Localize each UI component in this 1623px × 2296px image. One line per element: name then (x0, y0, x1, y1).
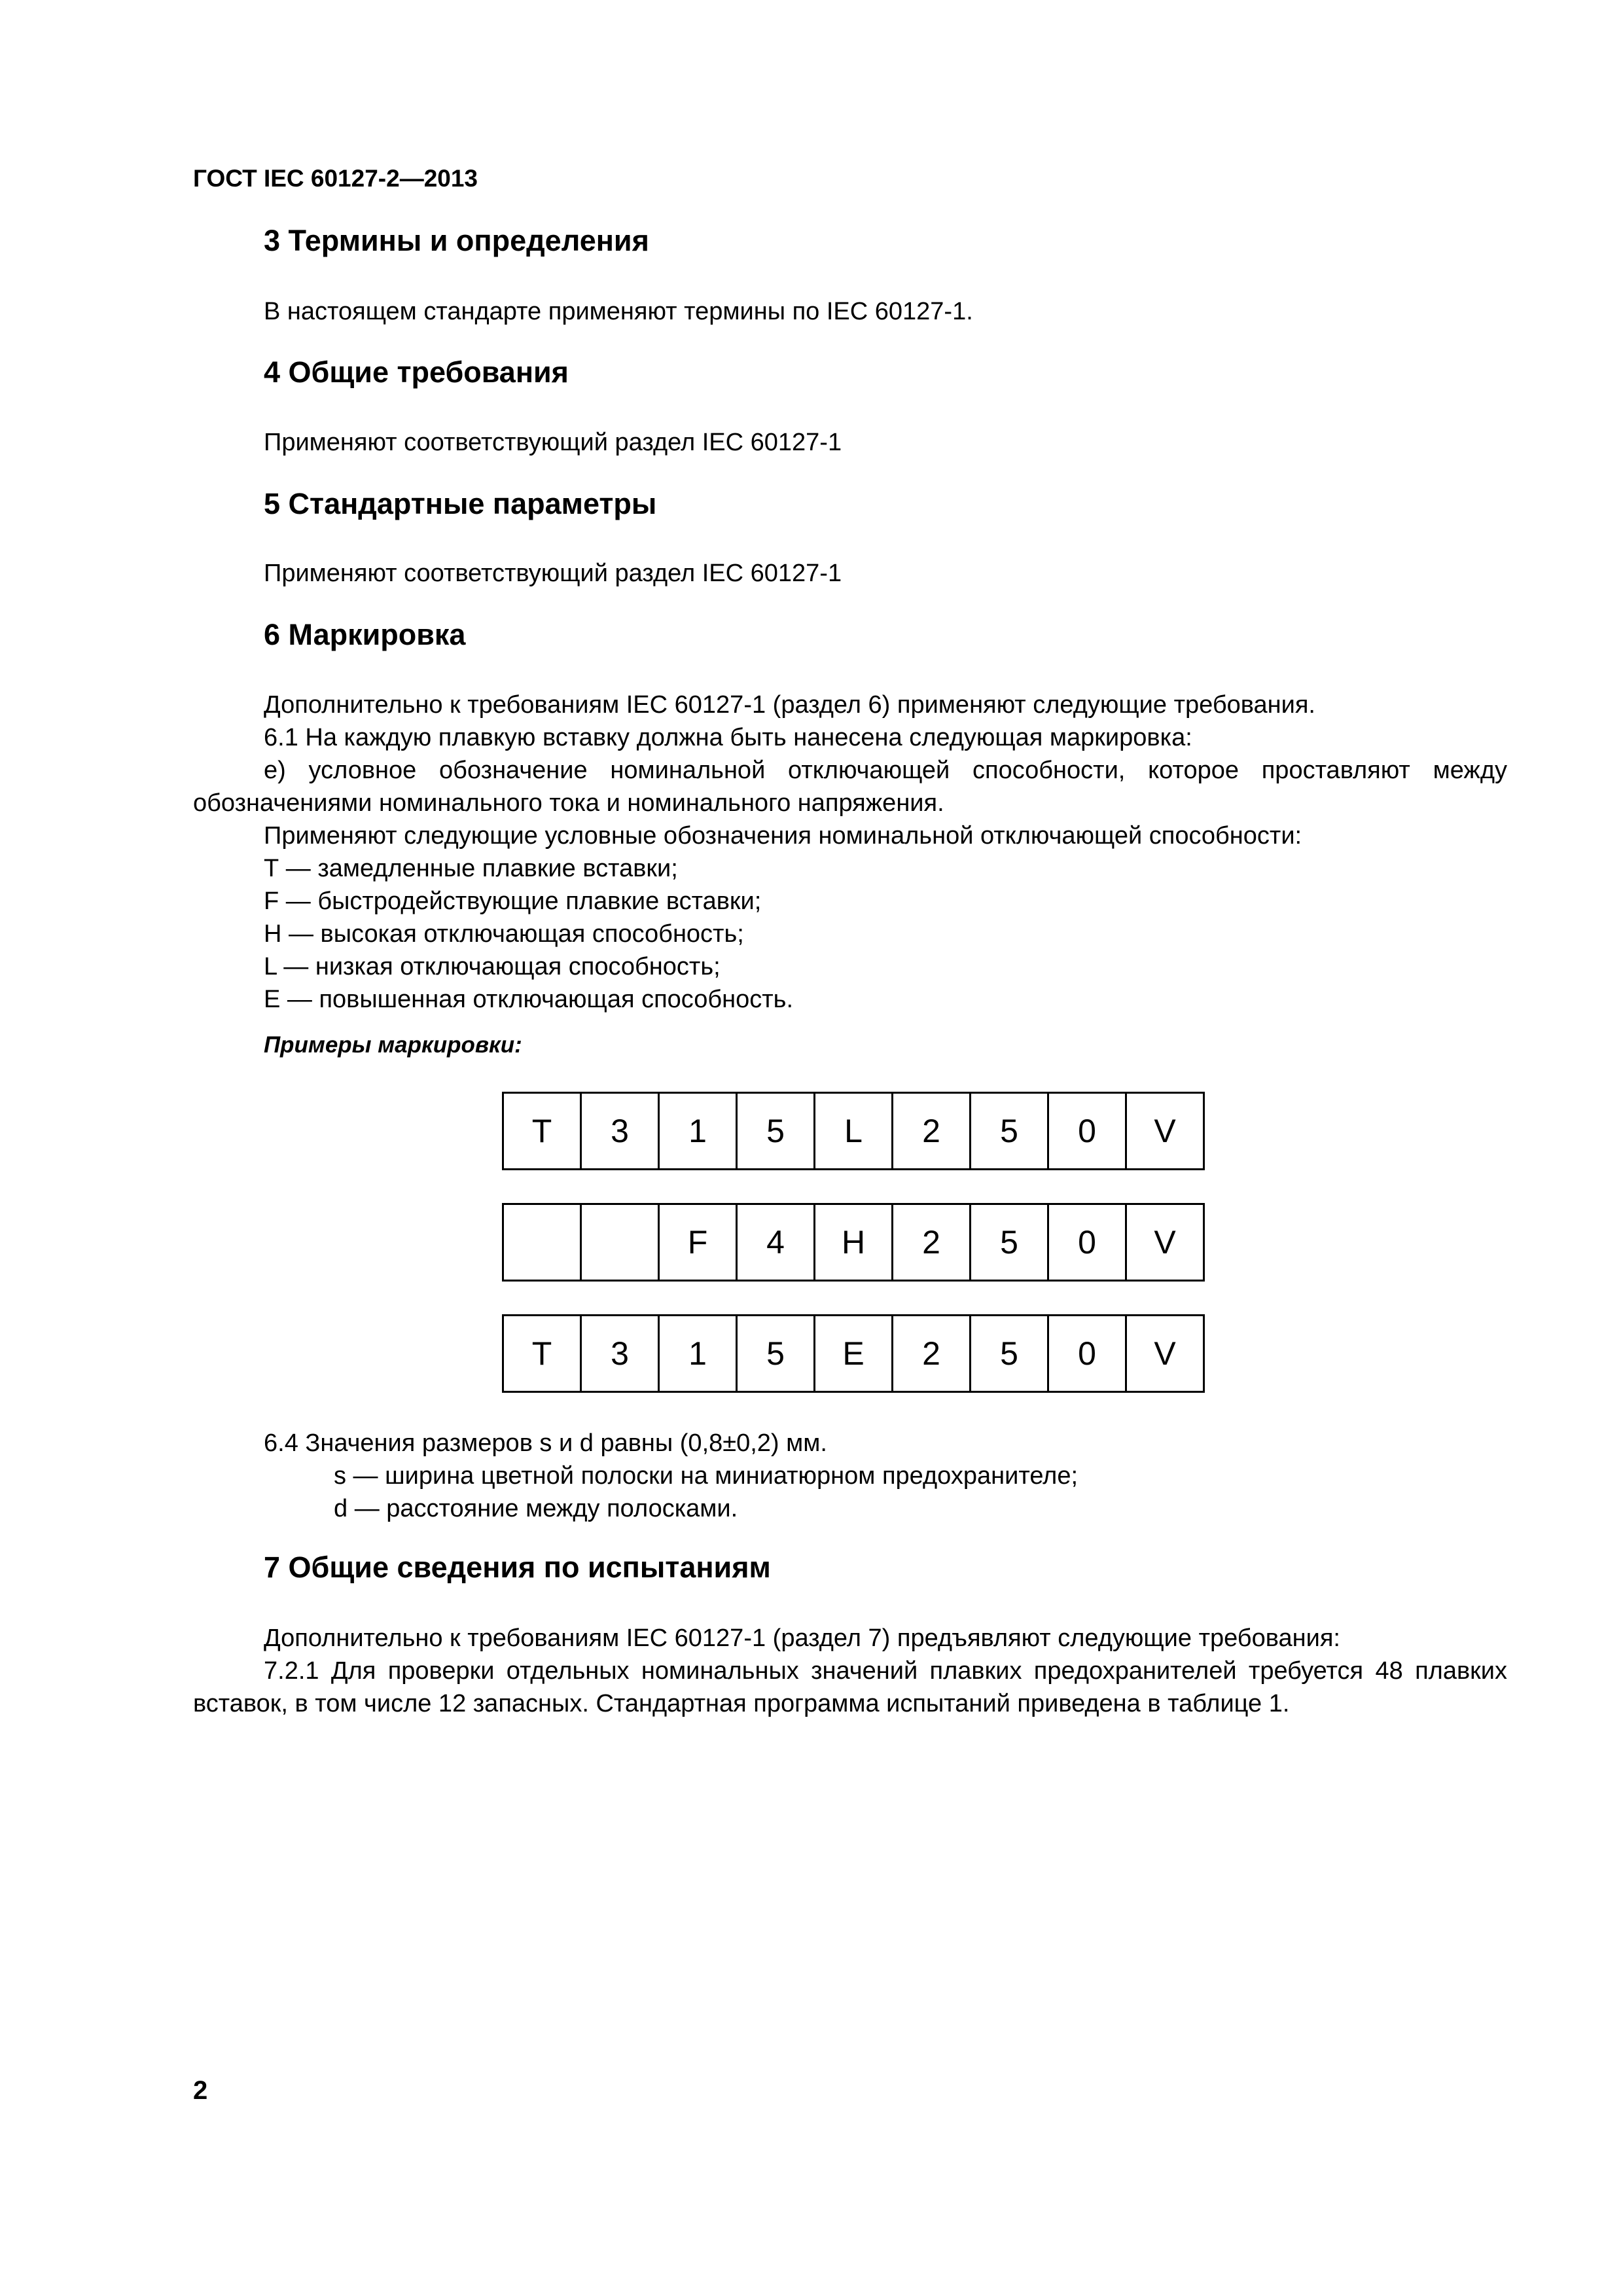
marking-cell: 5 (738, 1092, 815, 1170)
section-5-heading: 5 Стандартные параметры (264, 487, 657, 520)
marking-cell: 3 (582, 1314, 660, 1393)
marking-cell: 5 (738, 1314, 815, 1393)
marking-cell: 0 (1049, 1092, 1127, 1170)
section-6-intro: Дополнительно к требованиям IEC 60127-1 (раздел 6) применяют следующие требования. (264, 691, 1315, 719)
page-number: 2 (193, 2076, 208, 2105)
designation-item: Т — замедленные плавкие вставки; (264, 855, 678, 882)
marking-cell: 4 (738, 1203, 815, 1282)
designation-item: Е — повышенная отключающая способность. (264, 986, 794, 1013)
marking-cell: E (815, 1314, 893, 1393)
designation-item: F — быстродействующие плавкие вставки; (264, 888, 762, 915)
marking-cell: 1 (660, 1092, 738, 1170)
marking-cell: H (815, 1203, 893, 1282)
item-7-2-1-text: 7.2.1 Для проверки отдельных номинальных значений плавких предохранителей требуется 48 плавких вставок, в том числе 12 запасных. Стандартная программа испытаний приведена в таблице 1. (193, 1657, 1507, 1717)
s-definition: s — ширина цветной полоски на миниатюрном предохранителе; (334, 1462, 1079, 1490)
marking-cell: 5 (971, 1092, 1049, 1170)
section-4-heading: 4 Общие требования (264, 355, 569, 389)
item-7-2-1-paragraph (193, 1655, 1507, 1720)
marking-cell: 0 (1049, 1314, 1127, 1393)
designation-item: Н — высокая отключающая способность; (264, 920, 744, 948)
section-4-text: Применяют соответствующий раздел IEC 60127-1 (264, 429, 842, 456)
marking-cell: 1 (660, 1314, 738, 1393)
marking-cell: T (504, 1092, 582, 1170)
examples-label: Примеры маркировки: (264, 1032, 522, 1058)
marking-cell: V (1127, 1092, 1205, 1170)
marking-cell (504, 1203, 582, 1282)
marking-example-row (502, 1092, 1205, 1170)
section-7-heading: 7 Общие сведения по испытаниям (264, 1551, 771, 1584)
marking-cell: F (660, 1203, 738, 1282)
marking-cell (582, 1203, 660, 1282)
item-6-1: 6.1 На каждую плавкую вставку должна быть нанесена следующая маркировка: (264, 724, 1192, 751)
item-6-4: 6.4 Значения размеров s и d равны (0,8±0,2) мм. (264, 1429, 827, 1457)
marking-cell: T (504, 1314, 582, 1393)
marking-cell: 2 (893, 1314, 971, 1393)
marking-cell: 2 (893, 1203, 971, 1282)
section-5-text: Применяют соответствующий раздел IEC 60127-1 (264, 560, 842, 587)
marking-cell: V (1127, 1314, 1205, 1393)
marking-cell: 2 (893, 1092, 971, 1170)
designations-intro: Применяют следующие условные обозначения номинальной отключающей способности: (264, 822, 1302, 850)
section-7-intro: Дополнительно к требованиям IEC 60127-1 (раздел 7) предъявляют следующие требования: (264, 1624, 1340, 1652)
marking-cell: V (1127, 1203, 1205, 1282)
section-6-heading: 6 Маркировка (264, 618, 466, 651)
marking-example-row (502, 1314, 1205, 1393)
marking-example-row (502, 1203, 1205, 1282)
marking-cell: 5 (971, 1314, 1049, 1393)
marking-cell: 0 (1049, 1203, 1127, 1282)
document-code: ГОСТ IEC 60127-2—2013 (193, 165, 478, 192)
section-3-heading: 3 Термины и определения (264, 224, 649, 257)
item-e-text: е) условное обозначение номинальной отключающей способности, которое проставляют между обозначениями номинального тока и номинального напряжения. (193, 757, 1507, 817)
item-e-paragraph (193, 754, 1507, 819)
section-3-text: В настоящем стандарте применяют термины по IEC 60127-1. (264, 298, 973, 325)
designation-item: L — низкая отключающая способность; (264, 953, 721, 980)
marking-cell: 5 (971, 1203, 1049, 1282)
d-definition: d — расстояние между полосками. (334, 1495, 738, 1522)
marking-cell: 3 (582, 1092, 660, 1170)
marking-cell: L (815, 1092, 893, 1170)
